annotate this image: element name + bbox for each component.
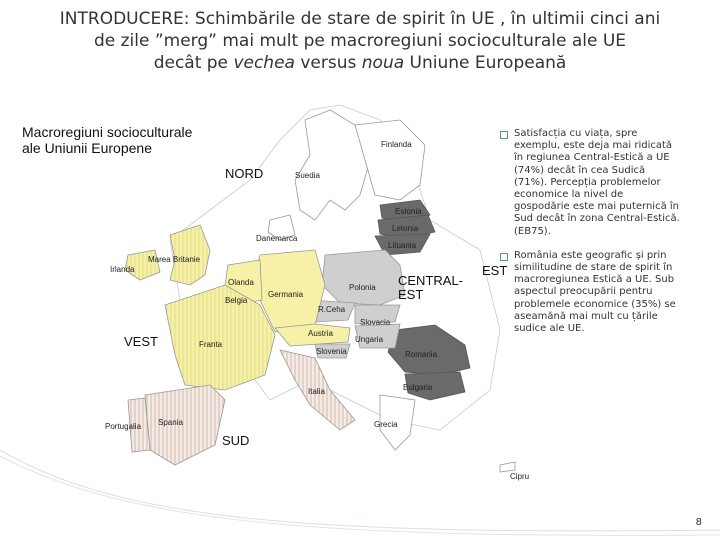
country-label-polonia: Polonia — [349, 283, 376, 292]
country-label-estonia: Estonia — [395, 207, 422, 216]
slide-title — [30, 8, 690, 74]
decorative-wave — [0, 450, 720, 540]
note-item: România este geografic și prin similitudine de stare de spirit în macroregiunea Estică a UE. Sub aspectul preocupării pentru problemele economice (35%) se aseamănă mai mult cu țările sudice ale UE. — [500, 250, 680, 335]
country-finlanda — [355, 120, 425, 200]
notes-panel — [500, 128, 680, 347]
map-heading-line-2: ale Uniunii Europene — [22, 140, 152, 156]
country-label-franta: Franta — [199, 340, 223, 349]
country-label-italia: Italia — [308, 387, 325, 396]
region-label-sud: SUD — [222, 433, 250, 448]
country-label-grecia: Grecia — [374, 420, 398, 429]
country-label-belgia: Belgia — [225, 296, 248, 305]
country-label-austria: Austria — [308, 329, 333, 338]
country-label-ungaria: Ungaria — [355, 335, 384, 344]
note-item: Satisfacția cu viața, spre exemplu, este deja mai ridicată în regiunea Central-Estică a UE (74%) decât în cea Sudică (71%). Percepția problemelor economice la nivel de gospodărie este mai puternică în Sud decât în zona Central-Estică. (EB75). — [500, 128, 680, 238]
title-line-3: decât pe vechea versus noua Uniune Europeană — [153, 53, 567, 73]
country-label-irlanda: Irlanda — [110, 265, 135, 274]
country-label-olanda: Olanda — [228, 278, 254, 287]
map-heading — [22, 124, 192, 156]
title-line-1: INTRODUCERE: Schimbările de stare de spirit în UE , în ultimii cinci ani — [59, 9, 661, 29]
country-label-letonia: Letonia — [392, 224, 419, 233]
country-label-spania: Spania — [158, 418, 183, 427]
country-label-r-ceha: R.Ceha — [318, 305, 346, 314]
page-number: 8 — [695, 517, 702, 528]
map-heading-line-1: Macroregiuni socioculturale — [22, 124, 193, 140]
country-label-finlanda: Finlanda — [381, 140, 412, 149]
country-label-cipru: Cipru — [510, 472, 530, 481]
region-label-nord: NORD — [225, 166, 264, 181]
country-label-suedia: Suedia — [295, 171, 320, 180]
country-label-slovenia: Slovenia — [316, 347, 347, 356]
country-label-lituania: Lituania — [388, 241, 417, 250]
country-label-germania: Germania — [268, 290, 304, 299]
country-label-marea-britanie: Marea Britanie — [148, 255, 201, 264]
region-label-est: EST — [482, 263, 508, 278]
region-label-vest: VEST — [124, 334, 158, 349]
country-label-bulgaria: Bulgaria — [403, 383, 433, 392]
country-label-danemarca: Danemarca — [256, 234, 298, 243]
title-line-2: de zile ”merg” mai mult pe macroregiuni socioculturale ale UE — [93, 31, 627, 51]
country-label-slovacia: Slovacia — [360, 318, 391, 327]
country-label-romania: Romania — [405, 350, 438, 359]
region-label-central-est: CENTRAL- EST — [398, 273, 464, 302]
country-polonia — [322, 250, 405, 305]
country-label-portugalia: Portugalia — [105, 422, 142, 431]
